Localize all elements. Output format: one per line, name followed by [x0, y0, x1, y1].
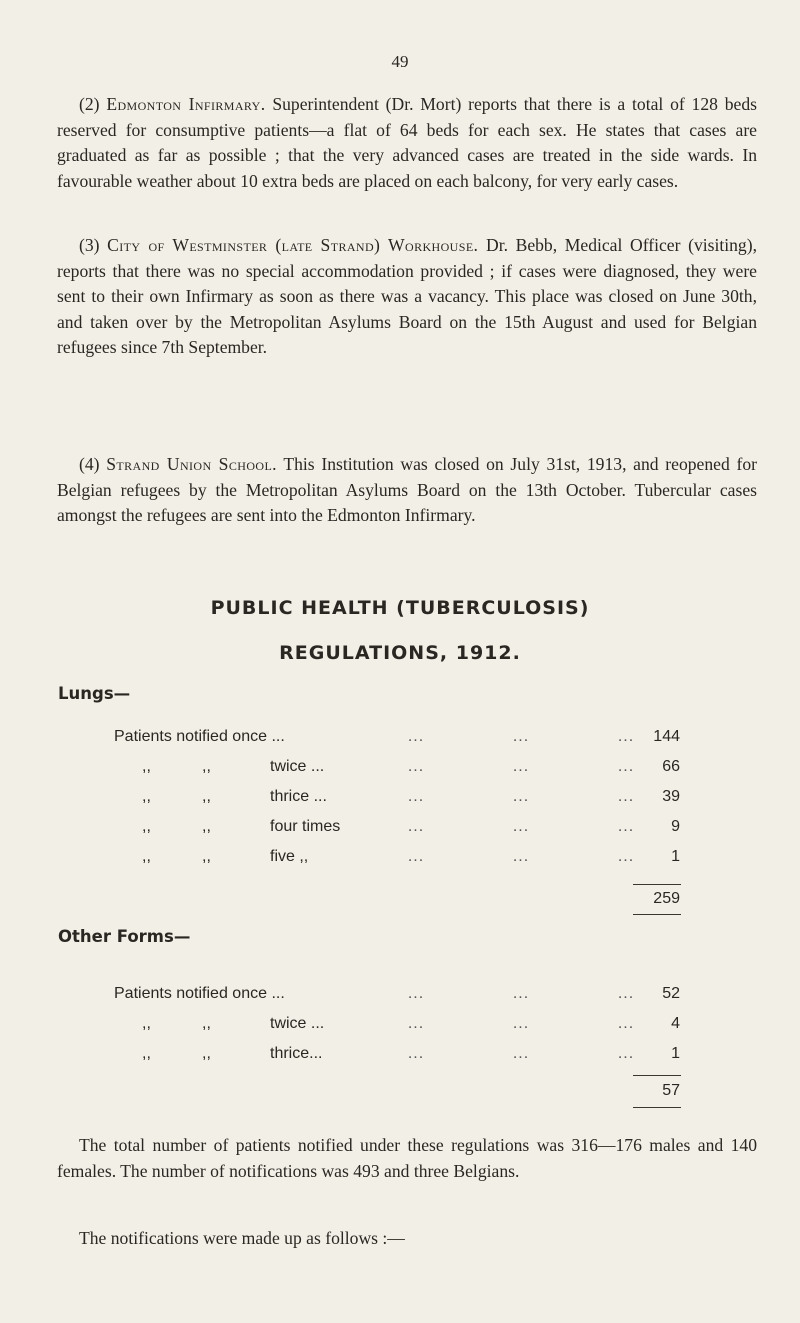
regulations-heading-line2: REGULATIONS, 1912.: [279, 642, 521, 664]
table-row: [0, 848, 800, 872]
row-value: 9: [671, 818, 680, 835]
row-label: twice ...: [270, 1015, 325, 1032]
ditto-mark: ,,: [202, 1015, 211, 1032]
page-number: 49: [391, 52, 409, 71]
paragraph-title: City of Westminster (late Strand) Workhouse.: [107, 235, 479, 255]
leader-dots: ... ... ...: [407, 818, 635, 835]
ditto-mark: ,,: [142, 848, 151, 865]
ditto-mark: ,,: [142, 1045, 151, 1062]
paragraph-title: Edmonton Infirmary.: [106, 94, 266, 114]
paragraph-number: (2): [79, 94, 100, 114]
ditto-mark: ,,: [202, 818, 211, 835]
sum-rule: [633, 914, 681, 915]
row-label: thrice...: [270, 1045, 323, 1062]
row-value: 52: [662, 985, 680, 1002]
paragraph-edmonton-infirmary: [57, 92, 757, 194]
table-row: [0, 728, 800, 752]
ditto-mark: ,,: [142, 758, 151, 775]
row-label: five ,,: [270, 848, 309, 865]
other-forms-total: 57: [662, 1082, 680, 1099]
closing-paragraph-follows: The notifications were made up as follows :—: [79, 1228, 405, 1248]
ditto-mark: ,,: [142, 1015, 151, 1032]
sum-rule: [633, 884, 681, 885]
row-label: thrice ...: [270, 788, 327, 805]
paragraph-title: Strand Union School.: [106, 454, 277, 474]
leader-dots: ... ... ...: [407, 848, 635, 865]
sum-rule: [633, 1075, 681, 1076]
row-value: 1: [671, 1045, 680, 1062]
leader-dots: ... ... ...: [407, 1045, 635, 1062]
row-label: twice ...: [270, 758, 325, 775]
leader-dots: ... ... ...: [407, 985, 635, 1002]
table-row: [0, 1045, 800, 1069]
paragraph-westminster-workhouse: [57, 233, 757, 361]
lungs-total: 259: [653, 890, 680, 907]
paragraph-number: (3): [79, 235, 100, 255]
sum-rule: [633, 1107, 681, 1108]
table-row: [0, 788, 800, 812]
regulations-heading-line1: PUBLIC HEALTH (TUBERCULOSIS): [210, 597, 590, 619]
closing-paragraph-totals: The total number of patients notified under these regulations was 316—176 males and 140 females. The number of notifications was 493 and three Belgians.: [57, 1135, 757, 1181]
paragraph-text: This Institution was closed on July 31st, 1913, and reopened for Belgian refugees by the Metropolitan Asylums Board on the 13th October. Tubercular cases amongst the refugees are sent into the Edmonton Infirmary.: [57, 454, 757, 526]
ditto-mark: ,,: [202, 758, 211, 775]
table-row: [0, 818, 800, 842]
table-row: [0, 758, 800, 782]
row-value: 4: [671, 1015, 680, 1032]
other-forms-label: Other Forms—: [58, 927, 191, 946]
row-label: four times: [270, 818, 341, 835]
paragraph-strand-union-school: [57, 452, 757, 529]
ditto-mark: ,,: [202, 1045, 211, 1062]
paragraph-number: (4): [79, 454, 100, 474]
row-value: 1: [671, 848, 680, 865]
ditto-mark: ,,: [202, 788, 211, 805]
leader-dots: ... ... ...: [407, 758, 635, 775]
ditto-mark: ,,: [142, 818, 151, 835]
leader-dots: ... ... ...: [407, 1015, 635, 1032]
row-label: Patients notified once ...: [114, 985, 285, 1002]
ditto-mark: ,,: [202, 848, 211, 865]
paragraph-text: Superintendent (Dr. Mort) reports that there is a total of 128 beds reserved for consumptive patients—a flat of 64 beds for each sex. He states that cases are graduated as far as possible ; that the very advanced cases are treated in the side wards. In favourable weather about 10 extra beds are placed on each balcony, for very early cases.: [57, 94, 757, 191]
paragraph-text: Dr. Bebb, Medical Officer (visiting), reports that there was no special accommodation provided ; if cases were diagnosed, they were sent to their own Infirmary as soon as there was a vacancy. This place was closed on June 30th, and taken over by the Metropolitan Asylums Board on the 15th August and used for Belgian refugees since 7th September.: [57, 235, 757, 358]
leader-dots: ... ... ...: [407, 728, 635, 745]
row-value: 66: [662, 758, 680, 775]
leader-dots: ... ... ...: [407, 788, 635, 805]
row-value: 39: [662, 788, 680, 805]
row-label: Patients notified once ...: [114, 728, 285, 745]
table-row: [0, 985, 800, 1009]
ditto-mark: ,,: [142, 788, 151, 805]
table-row: [0, 1015, 800, 1039]
row-value: 144: [653, 728, 680, 745]
lungs-label: Lungs—: [58, 684, 131, 703]
